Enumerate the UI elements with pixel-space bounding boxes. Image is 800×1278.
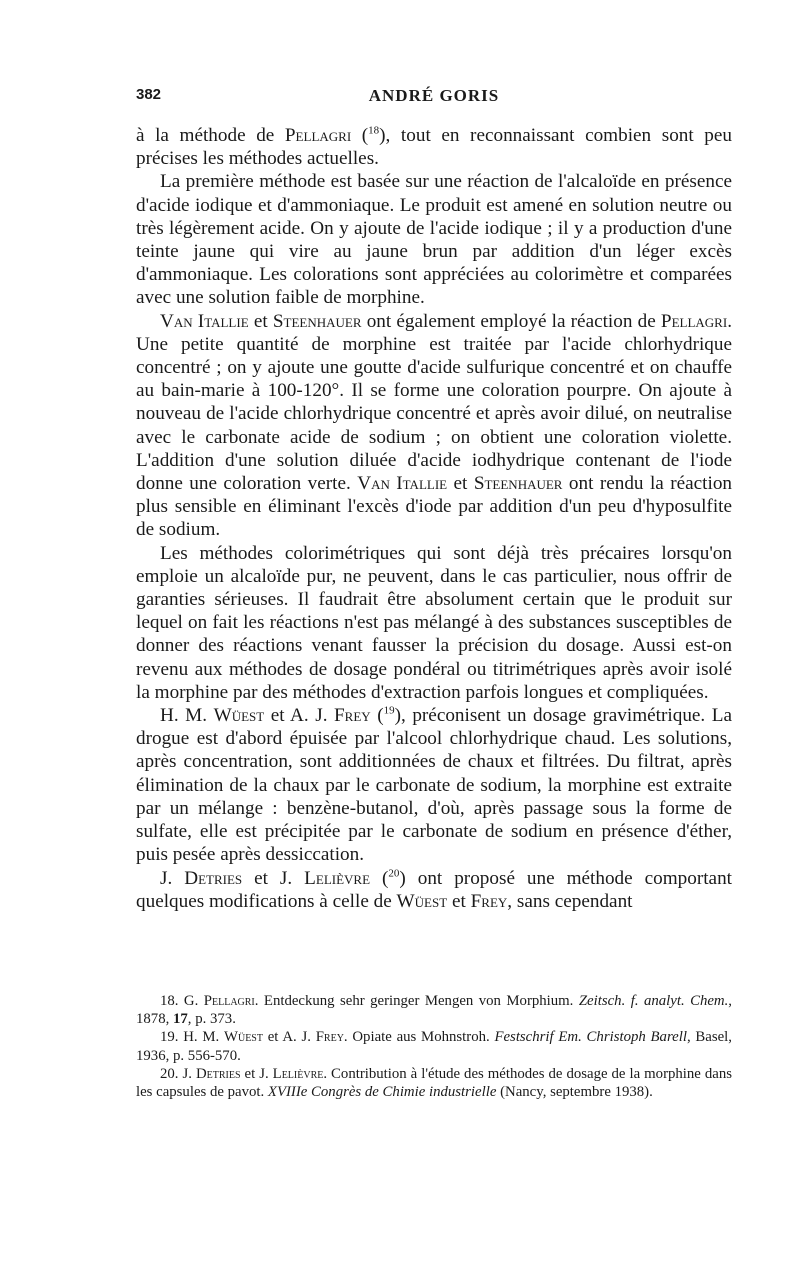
footnote-ref: 20 xyxy=(388,867,400,880)
text-run: ), préconisent un dosage gravimétrique. La drogue est d'abord épuisée par l'alcool chlorhydrique chaud. Les solutions, après concentration, sont additionnées de chaux et filtrées. Du filtrat, après élimination de la chaux par le carbonate de sodium, la morphine est extraite par un mélange : benzène-butanol, d'où, après passage sous la forme de sulfate, elle est précipitée par le carbonate de sodium en présence d'éther, puis pesée après dessiccation. xyxy=(136,705,732,866)
volume-number: 17 xyxy=(173,1011,188,1028)
text-run: et xyxy=(447,890,471,912)
text-run: et xyxy=(248,310,273,332)
text-run: . Opiate aus Mohnstroh. xyxy=(343,1029,495,1046)
author-name: Detries xyxy=(195,1065,241,1082)
paragraph-4: Les méthodes colorimétriques qui sont déjà très précaires lorsqu'on emploie un alcaloïde pur, ne peuvent, dans le cas particulier, nous offrir de garanties sérieuses. Il faudrait être absolument certain que le produit sur lequel on fait les réactions n'est pas mélangé à des substances susceptibles de donner des réactions venant fausser la précision du dosage. Aussi est-on revenu aux méthodes de dosage pondéral ou titrimétriques après avoir isolé la morphine par des méthodes d'extraction parfois longues et compliquées. xyxy=(136,542,732,703)
text-run: . Entdeckung sehr geringer Mengen von Morphium. xyxy=(254,993,579,1009)
text-run: , p. 373. xyxy=(187,1011,236,1028)
text-run: . Une petite quantité de morphine est traitée par l'acide chlorhydrique concentré ; on y ajoute une goutte d'acide sulfurique concentré et on chauffe au bain-marie à 100-120°. Il se forme une coloration pourpre. On ajoute à nouveau de l'acide chlorhydrique concentré et après avoir dilué, on neutralise avec le carbonate acide de sodium ; on obtient une coloration violette. L'addition d'une solution diluée d'acide iodhydrique contenant de l'iode donne une coloration verte. xyxy=(136,310,732,495)
text-run: 20. J. xyxy=(160,1065,196,1082)
text-run: et A. J. xyxy=(264,705,335,727)
text-run: ), tout en reconnaissant combien sont peu précises les méthodes actuelles. xyxy=(136,125,732,170)
text-run: . Contribution à l'étude des méthodes de dosage de la morphine dans les capsules de pavot. xyxy=(136,1065,732,1101)
text-run: H. M. xyxy=(160,705,214,727)
author-name: Wüest xyxy=(224,1029,263,1046)
author-name: Lelièvre xyxy=(304,867,371,889)
text-run: , sans cependant xyxy=(507,890,633,912)
text-run: ( xyxy=(370,705,384,727)
author-name: Steenhauer xyxy=(272,310,362,332)
footnote-19 xyxy=(136,1028,732,1064)
text-run: et xyxy=(447,473,474,495)
author-name: Pellagri xyxy=(660,310,728,332)
text-run: , Basel, 1936, p. 556-570. xyxy=(136,1029,732,1064)
journal-title: Zeitsch. f. analyt. Chem. xyxy=(578,993,729,1009)
author-name: Wüest xyxy=(396,890,448,912)
body-text xyxy=(136,124,732,913)
text-run: 19. H. M. xyxy=(160,1029,224,1046)
author-name: Frey xyxy=(470,890,508,912)
author-name: Lelièvre xyxy=(272,1065,324,1082)
author-name: Steenhauer xyxy=(473,473,563,495)
text-run: à la méthode de xyxy=(136,125,285,146)
author-name: Pellagri xyxy=(203,993,255,1009)
author-name: Frey xyxy=(334,705,371,727)
text-run: ( xyxy=(370,867,389,889)
paragraph-1 xyxy=(136,124,732,170)
paragraph-5 xyxy=(136,704,732,866)
text-run: ont également employé la réaction de xyxy=(361,310,661,332)
author-name: Van Itallie xyxy=(357,473,448,495)
text-run: ) ont proposé une méthode comportant quelques modifications à celle de xyxy=(136,867,733,912)
author-name: Wüest xyxy=(213,705,265,727)
page-header xyxy=(136,86,732,110)
congress-title: XVIIIe Congrès de Chimie industrielle xyxy=(267,1084,497,1101)
footnote-18 xyxy=(136,992,732,1028)
text-run: , 1878, xyxy=(136,993,732,1028)
paragraph-6 xyxy=(136,867,732,913)
page-number: 382 xyxy=(136,86,162,103)
author-name: Pellagri xyxy=(284,125,352,146)
footnote-ref: 18 xyxy=(368,124,380,137)
footnotes xyxy=(136,992,732,1101)
text-run: et J. xyxy=(242,867,305,889)
author-name: Frey xyxy=(315,1029,344,1046)
text-run: ( xyxy=(351,125,369,146)
text-run: ont rendu la réaction plus sensible en éliminant l'excès d'iode par addition d'un peu d'hyposulfite de sodium. xyxy=(136,473,733,541)
footnote-20 xyxy=(136,1065,732,1101)
running-title: ANDRÉ GORIS xyxy=(368,86,500,105)
text-run: J. xyxy=(160,867,185,889)
footnote-ref: 19 xyxy=(383,704,395,717)
paragraph-2: La première méthode est basée sur une réaction de l'alcaloïde en présence d'acide iodique et d'ammoniaque. Le produit est amené en solution neutre ou très légèrement acide. On y ajoute de l'acide iodique ; il y a production d'une teinte jaune qui vire au jaune brun par addition d'un léger excès d'ammoniaque. Les colorations sont appréciées au colorimètre et comparées avec une solution faible de morphine. xyxy=(136,171,732,309)
text-run: et J. xyxy=(240,1065,273,1082)
paragraph-3 xyxy=(136,310,732,542)
text-run: et A. J. xyxy=(262,1029,316,1046)
text-run: 18. G. xyxy=(160,993,204,1009)
author-name: Van Itallie xyxy=(160,310,249,332)
text-run: (Nancy, septembre 1938). xyxy=(496,1084,653,1101)
publication-title: Festschrif Em. Christoph Barell xyxy=(494,1029,687,1046)
author-name: Detries xyxy=(184,867,243,889)
